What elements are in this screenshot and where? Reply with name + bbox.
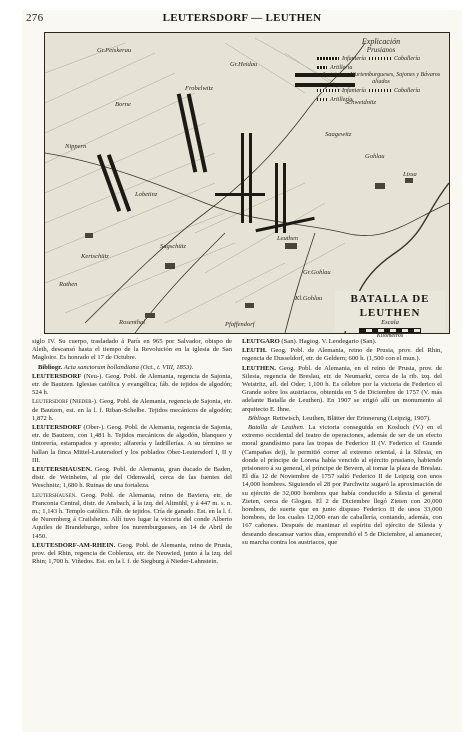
bibliography-text: Acta sanctorum bollandiana (Oct., t. VIII, 1853). bbox=[63, 363, 194, 371]
dictionary-entry bbox=[242, 338, 442, 346]
paragraph: siglo IV. Su cuerpo, trasladado á París en 965 por Salvador, obispo de Aleth, descansó hasta el tiempo de la Revolución en la iglesia de San Magloire. Es honrado el 17 de Octubre. bbox=[32, 338, 232, 362]
legend-swatch bbox=[317, 98, 327, 101]
map-title-box bbox=[335, 291, 445, 339]
entry-headword: Leutershausen. bbox=[32, 491, 77, 499]
map-place-label: Lissa bbox=[403, 171, 417, 178]
legend-swatch bbox=[369, 89, 391, 92]
entry-body: (Neu-). Geog. Pobl. de Alemania, regencia de Sajonia, etr. de Bautzen. Iglesias católica y evangélica; fáb. de tejidos de algodón; 524 h. bbox=[32, 372, 232, 397]
dictionary-entry bbox=[32, 373, 232, 398]
dictionary-entry bbox=[32, 492, 232, 541]
entry-body: Geog. Pobl. de Alemania, en el reino de Prusia, prov. de Silesia, regencia de Breslau, etr. de Neumarkt, cerca de la rib. izq. del Weistritz, afl. del Oder; 1,100 h. Es célebre por la victoria de Federico el Grande sobre los austriacos, obtenida en 5 de Diciembre de 1757 (V. más adelante Batalla de Leuthen). En 1907 se erigió allí un monumento al arquitecto E. Ihne. bbox=[242, 364, 442, 413]
entry-subheading: Batalla de Leuthen. bbox=[248, 424, 305, 432]
map-place-label: Frobelwitz bbox=[185, 85, 213, 92]
map-scale-label: Escala bbox=[381, 319, 399, 326]
bibliography-text: Rettwisch, Leuthen, Blätter der Erinnerung (Leipzig, 1907). bbox=[272, 414, 431, 422]
entry-body: Geog. Pobl. de Alemania, regencia de Sajonia, etr. de Bautzen, est. en la l. f. Riban-Schelbe. Tejidos mecánicos de algodón; 1,872 h. bbox=[32, 398, 232, 422]
map-place-label: Nippern bbox=[65, 143, 87, 150]
entry-body: Geog. Pobl. de Alemania, gran ducado de Baden, distr. de Weinheim, al pie del Odenwald, cerca de las fuentes del Weschnitz; 1,680 h. Ruinas de una fortaleza. bbox=[32, 466, 232, 490]
dictionary-entry bbox=[242, 365, 442, 414]
map-place-label: Gr.Heidau bbox=[230, 61, 258, 68]
entry-headword: LEUTERSHAUSEN. bbox=[32, 466, 92, 474]
legend-row bbox=[317, 63, 445, 72]
legend-text: Artillería bbox=[330, 96, 353, 103]
dictionary-entry bbox=[242, 347, 442, 363]
page-number: 276 bbox=[26, 12, 44, 24]
map-place-label: Kertschütz bbox=[81, 253, 109, 260]
text-column-right bbox=[242, 338, 442, 548]
legend-text: Infantería bbox=[342, 55, 366, 62]
entry-headword: LEUTESDORF-AM-RHEIN. bbox=[32, 541, 116, 549]
map-title-line1: BATALLA DE bbox=[350, 293, 430, 305]
bibliography-label: Bibliogr. bbox=[248, 414, 271, 422]
map-place-label: Gr.Peiskerau bbox=[97, 47, 132, 54]
paragraph bbox=[242, 415, 442, 423]
legend-text: Artillería bbox=[330, 64, 353, 71]
legend-text: Infantería bbox=[342, 87, 366, 94]
entry-body: Geog. Pobl. de Alemania, reino de Baviera, etr. de Franconia Central, distr. de Ansbach, á la izq. del Altmühl, y á 447 m. s. n. m.; 1,143 h. Templo católico. Fáb. de tejidos. Cría de ganado. Est. en la l. f. de Nuremberg á Crailsheim. Allí tuvo lugar la victoria del conde Alberto Aquiles de Brandeburgo, sobre los nuremburgueses, en 14 de Abril de 1450. bbox=[32, 491, 232, 540]
entry-headword: LEUTHEN. bbox=[242, 364, 276, 372]
map-legend bbox=[317, 37, 445, 133]
legend-enemies-label: Austriacos, Wurtemburgueses, Sajones y Bávaros aliados bbox=[321, 72, 441, 85]
map-place-label: Schweidnitz bbox=[345, 99, 377, 106]
map-place-label: Leuthen bbox=[277, 235, 298, 242]
legend-swatch bbox=[369, 57, 391, 60]
dictionary-entry bbox=[242, 424, 442, 547]
entry-body: Geog. Pobl. de Alemania, reino de Prusia, prov. del Rhin, regencia de Coblenza, etr. de Neuwied, junto á la izq. del Rhin; 1,700 h. Viñedos. Est. en la l. f. de Siegburg á Nieder-Lahnstein. bbox=[32, 541, 232, 566]
running-header bbox=[22, 10, 462, 26]
legend-text: Caballería bbox=[394, 87, 421, 94]
legend-row bbox=[317, 95, 445, 104]
entry-body: Geog. Pobl. de Alemania, reino de Prusia, prov. del Rhin, regencia de Dusseldorf, etr. de Geldern; 600 h. (1,500 con el mun.). bbox=[242, 347, 442, 363]
map-scale-unit: Kilómetros bbox=[376, 333, 404, 339]
entry-headword: Leutersdorf (Nieder-). bbox=[32, 398, 98, 406]
dictionary-entry bbox=[32, 424, 232, 465]
legend-swatch bbox=[317, 66, 327, 69]
entry-headword: LEUTH. bbox=[242, 347, 267, 355]
map-place-label: Rathen bbox=[59, 281, 78, 288]
entry-body: (Ober-). Geog. Pobl. de Alemania, regencia de Sajonia, etr. de Bautzen, con 1,481 h. Tejidos mecánicos de algodón, blanqueo y tintorería, estampados y apresto; alfarería y ladrillerías. A su término se hallan la finca Mittel-Leutersdorf y los poblados Ober-Leutersdorf I, II y III. bbox=[32, 424, 232, 464]
entry-headword: LEUTGARO bbox=[242, 338, 280, 345]
entry-body: La victoria conseguida en Kosluch (V.) en el extremo occidental del teatro de operaciones, además de ser de un efecto moral grandísimo para las tropas de Federico II (V. Federico el Grande (Campañas de)), le permitió correr al extremo oriental, á la Silesia, en donde el príncipe de Lorena había vencido al ejército prusiano, habiendo prisionero á su general, el príncipe de Bevern, al tomar la plaza de Breslau. El día 12 de Noviembre de 1757 salió Federico II de Leipzig con unos 14,000 hombres. Siguiendo el 28 por Parchwitz sugaró la aproximación de su ejército de 32,000 hombres que había conducido a Silesia el general Zieten, cerca de Glogau. El 2 de Diciembre llegó Zieten con 20,000 hombres, de suerte que en junto dispuso Federico II de unos 33,000 hombres, de los cuales 12,000 eran de caballería, contando, además, con 167 cañones. Después de reanimar el espíritu del ejército de Silesia y deseando descansar varios días, emprendió el 5 de Diciembre, al amanecer, su marcha contra los austriacos, que bbox=[242, 424, 443, 546]
map-place-label: Gohlau bbox=[365, 153, 385, 160]
dictionary-entry bbox=[32, 466, 232, 491]
text-column-left bbox=[32, 338, 232, 567]
map-place-label: Pfaffendorf bbox=[225, 321, 255, 328]
paragraph bbox=[32, 364, 232, 372]
bibliography-label: Bibliogr. bbox=[38, 363, 63, 371]
legend-prussians-label: Prusianos bbox=[366, 46, 396, 54]
entry-body: (San). Hagiog. V. Leodegario (San). bbox=[281, 338, 377, 345]
legend-swatch bbox=[317, 57, 339, 60]
legend-row bbox=[317, 86, 445, 95]
legend-row bbox=[317, 54, 445, 63]
book-page bbox=[22, 10, 462, 732]
map-place-label: Borne bbox=[115, 101, 131, 108]
entry-headword: LEUTERSDORF bbox=[32, 372, 82, 380]
legend-swatch bbox=[317, 89, 339, 92]
map-place-label: Lobetinz bbox=[135, 191, 158, 198]
running-title: LEUTERSDORF — LEUTHEN bbox=[162, 12, 322, 24]
map-place-label: Gr.Gohlau bbox=[303, 269, 331, 276]
map-place-label: Saagewitz bbox=[325, 131, 352, 138]
map-place-label: Kl.Gohlau bbox=[295, 295, 323, 302]
map-title-line2: LEUTHEN bbox=[359, 307, 421, 319]
entry-headword: LEUTERSDORF bbox=[32, 424, 82, 432]
dictionary-entry bbox=[32, 542, 232, 567]
battle-map bbox=[44, 32, 450, 339]
legend-text: Caballería bbox=[394, 55, 421, 62]
map-place-label: Sagschütz bbox=[160, 243, 186, 250]
legend-title: Explicación bbox=[361, 37, 401, 46]
map-place-label: Rosenthal bbox=[119, 319, 145, 326]
dictionary-entry bbox=[32, 398, 232, 423]
